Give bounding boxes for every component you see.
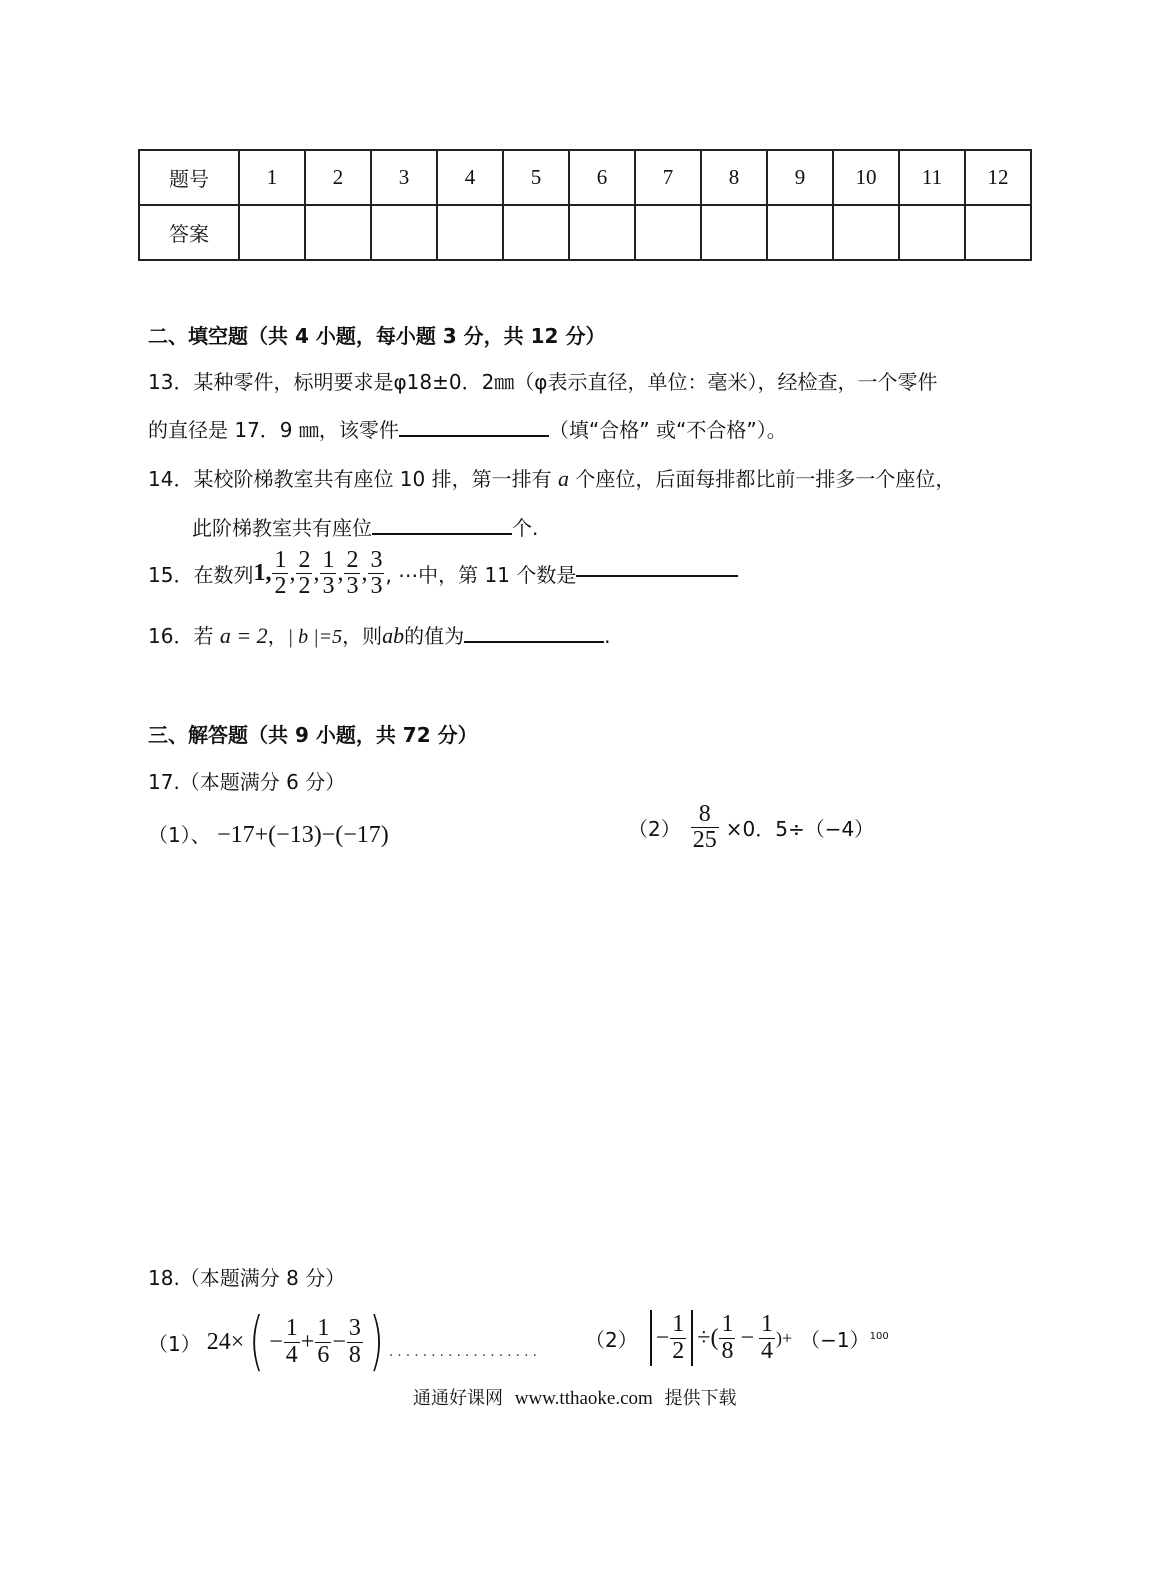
right-paren: ) bbox=[368, 1305, 384, 1379]
sequence-first: 1, bbox=[253, 560, 272, 587]
footer-note: 提供下载 bbox=[664, 1388, 737, 1409]
question-13-text-a: 的直径是 17．9 ㎜，该零件 bbox=[148, 418, 399, 442]
fraction: $\frac{1}{6}$ bbox=[317, 1315, 330, 1368]
fraction: $\frac{1}{2}$ bbox=[672, 1311, 685, 1364]
lead-factor: 24× bbox=[206, 1328, 245, 1355]
expression-ab: ab bbox=[382, 623, 405, 648]
question-16-mid: ，则 bbox=[342, 624, 383, 648]
table-cell: 10 bbox=[833, 150, 899, 205]
answer-cell[interactable] bbox=[239, 205, 305, 260]
table-cell: 1 bbox=[239, 150, 305, 205]
question-17-part-2 bbox=[628, 802, 874, 853]
expression: ×0．5÷（−4） bbox=[725, 817, 875, 842]
condition-a: a = 2 bbox=[219, 623, 268, 648]
question-16-end: . bbox=[604, 624, 611, 648]
answer-cell[interactable] bbox=[305, 205, 371, 260]
part-label: （2） bbox=[585, 1327, 638, 1352]
question-13-line-2 bbox=[148, 414, 787, 443]
row-label-question-number: 题号 bbox=[139, 150, 239, 205]
question-18-part-2 bbox=[585, 1310, 889, 1366]
table-cell: 2 bbox=[305, 150, 371, 205]
question-17-part-1 bbox=[148, 819, 389, 849]
question-14-line-2 bbox=[192, 512, 538, 541]
question-14-text-c: 此阶梯教室共有座位 bbox=[192, 516, 372, 540]
abs-bar-left bbox=[650, 1310, 652, 1366]
table-cell: 7 bbox=[635, 150, 701, 205]
answer-row bbox=[139, 205, 1031, 260]
table-cell: 11 bbox=[899, 150, 965, 205]
table-cell: 6 bbox=[569, 150, 635, 205]
answer-table bbox=[138, 149, 1032, 261]
answer-cell[interactable] bbox=[371, 205, 437, 260]
question-17-title: 17.（本题满分 6 分） bbox=[148, 770, 346, 794]
question-14-text-a: 14．某校阶梯教室共有座位 10 排，第一排有 bbox=[148, 467, 552, 491]
row-label-answer: 答案 bbox=[139, 205, 239, 260]
answer-cell[interactable] bbox=[569, 205, 635, 260]
answer-blank-14[interactable] bbox=[372, 513, 512, 535]
question-13-text-b: （填“合格” 或“不合格”）。 bbox=[548, 418, 787, 442]
answer-cell[interactable] bbox=[899, 205, 965, 260]
question-16-prefix: 16．若 bbox=[148, 624, 214, 648]
answer-blank-13[interactable] bbox=[399, 415, 549, 437]
section-2-title: 二、填空题（共 4 小题，每小题 3 分，共 12 分） bbox=[148, 324, 606, 348]
separator: ， bbox=[267, 624, 288, 648]
question-16-suffix: 的值为 bbox=[404, 624, 465, 648]
fraction: $\frac{1}{4}$ bbox=[761, 1311, 773, 1364]
footer-site-name: 通通好课网 bbox=[413, 1388, 503, 1409]
fraction: $\frac{1}{8}$ bbox=[721, 1311, 734, 1364]
power-exponent: 100 bbox=[869, 1330, 889, 1342]
abs-bar-right bbox=[691, 1310, 693, 1366]
operator: )+ bbox=[776, 1327, 793, 1348]
sequence-fraction: $\frac{1}{3}$ bbox=[322, 547, 335, 600]
section-3-title: 三、解答题（共 9 小题，共 72 分） bbox=[148, 723, 478, 747]
footer-url[interactable]: www.tthaoke.com bbox=[514, 1388, 653, 1409]
answer-cell[interactable] bbox=[503, 205, 569, 260]
operator: − bbox=[655, 1324, 670, 1351]
left-paren: ( bbox=[249, 1305, 265, 1379]
condition-b: | b |=5 bbox=[287, 626, 343, 648]
answer-blank-16[interactable] bbox=[464, 621, 604, 643]
answer-cell[interactable] bbox=[701, 205, 767, 260]
answer-cell[interactable] bbox=[635, 205, 701, 260]
answer-cell[interactable] bbox=[833, 205, 899, 260]
answer-blank-15[interactable] bbox=[576, 555, 738, 577]
fraction: $\frac{3}{8}$ bbox=[348, 1315, 361, 1368]
page-footer bbox=[413, 1384, 737, 1410]
fraction: $\frac{1}{4}$ bbox=[285, 1315, 298, 1368]
sequence-fraction: $\frac{3}{3}$ bbox=[370, 547, 383, 600]
operator: − bbox=[740, 1324, 754, 1351]
sequence-fraction: $\frac{2}{3}$ bbox=[346, 547, 359, 600]
question-14-text-b: 个座位，后面每排都比前一排多一个座位， bbox=[575, 467, 956, 491]
table-cell: 9 bbox=[767, 150, 833, 205]
operator: ÷( bbox=[697, 1324, 719, 1351]
dot-leader: .................. bbox=[388, 1344, 541, 1360]
question-14-line-1 bbox=[148, 463, 955, 492]
power-base: （−1） bbox=[800, 1327, 870, 1352]
part-label: （1）、 bbox=[148, 823, 211, 847]
fraction: $\frac{8}{25}$ bbox=[692, 801, 717, 854]
question-15: 15．在数列 1, $\frac{1}{2}$ , $\frac{2}{2}$ , $\frac{1}{3}$ , $\frac{2}{3}$ , $\frac{3}{3}$ , ⋯中，第 11 个数是 bbox=[148, 548, 738, 599]
table-cell: 4 bbox=[437, 150, 503, 205]
table-cell: 8 bbox=[701, 150, 767, 205]
question-number-row bbox=[139, 150, 1031, 205]
part-label: （2） bbox=[628, 817, 681, 842]
question-18-title: 18.（本题满分 8 分） bbox=[148, 1266, 346, 1290]
table-cell: 3 bbox=[371, 150, 437, 205]
variable-a: a bbox=[557, 466, 569, 491]
operator: + bbox=[300, 1328, 315, 1355]
question-16 bbox=[148, 620, 611, 649]
question-15-prefix: 15．在数列 bbox=[148, 563, 254, 588]
answer-cell[interactable] bbox=[965, 205, 1031, 260]
expression: −17+(−13)−(−17) bbox=[217, 822, 389, 848]
question-18-part-1 bbox=[148, 1305, 541, 1379]
table-cell: 12 bbox=[965, 150, 1031, 205]
answer-cell[interactable] bbox=[767, 205, 833, 260]
sequence-fraction: $\frac{1}{2}$ bbox=[274, 547, 287, 600]
question-13-line-1: 13．某种零件，标明要求是φ18±0．2㎜（φ表示直径，单位：毫米），经检查，一个零件 bbox=[148, 370, 938, 394]
part-label: （1） bbox=[148, 1331, 201, 1356]
sequence-fraction: $\frac{2}{2}$ bbox=[298, 547, 311, 600]
answer-cell[interactable] bbox=[437, 205, 503, 260]
question-14-text-d: 个. bbox=[512, 516, 539, 540]
table-cell: 5 bbox=[503, 150, 569, 205]
operator: − bbox=[332, 1328, 346, 1355]
question-15-suffix: , ⋯中，第 11 个数是 bbox=[385, 563, 577, 588]
operator: − bbox=[269, 1328, 283, 1355]
